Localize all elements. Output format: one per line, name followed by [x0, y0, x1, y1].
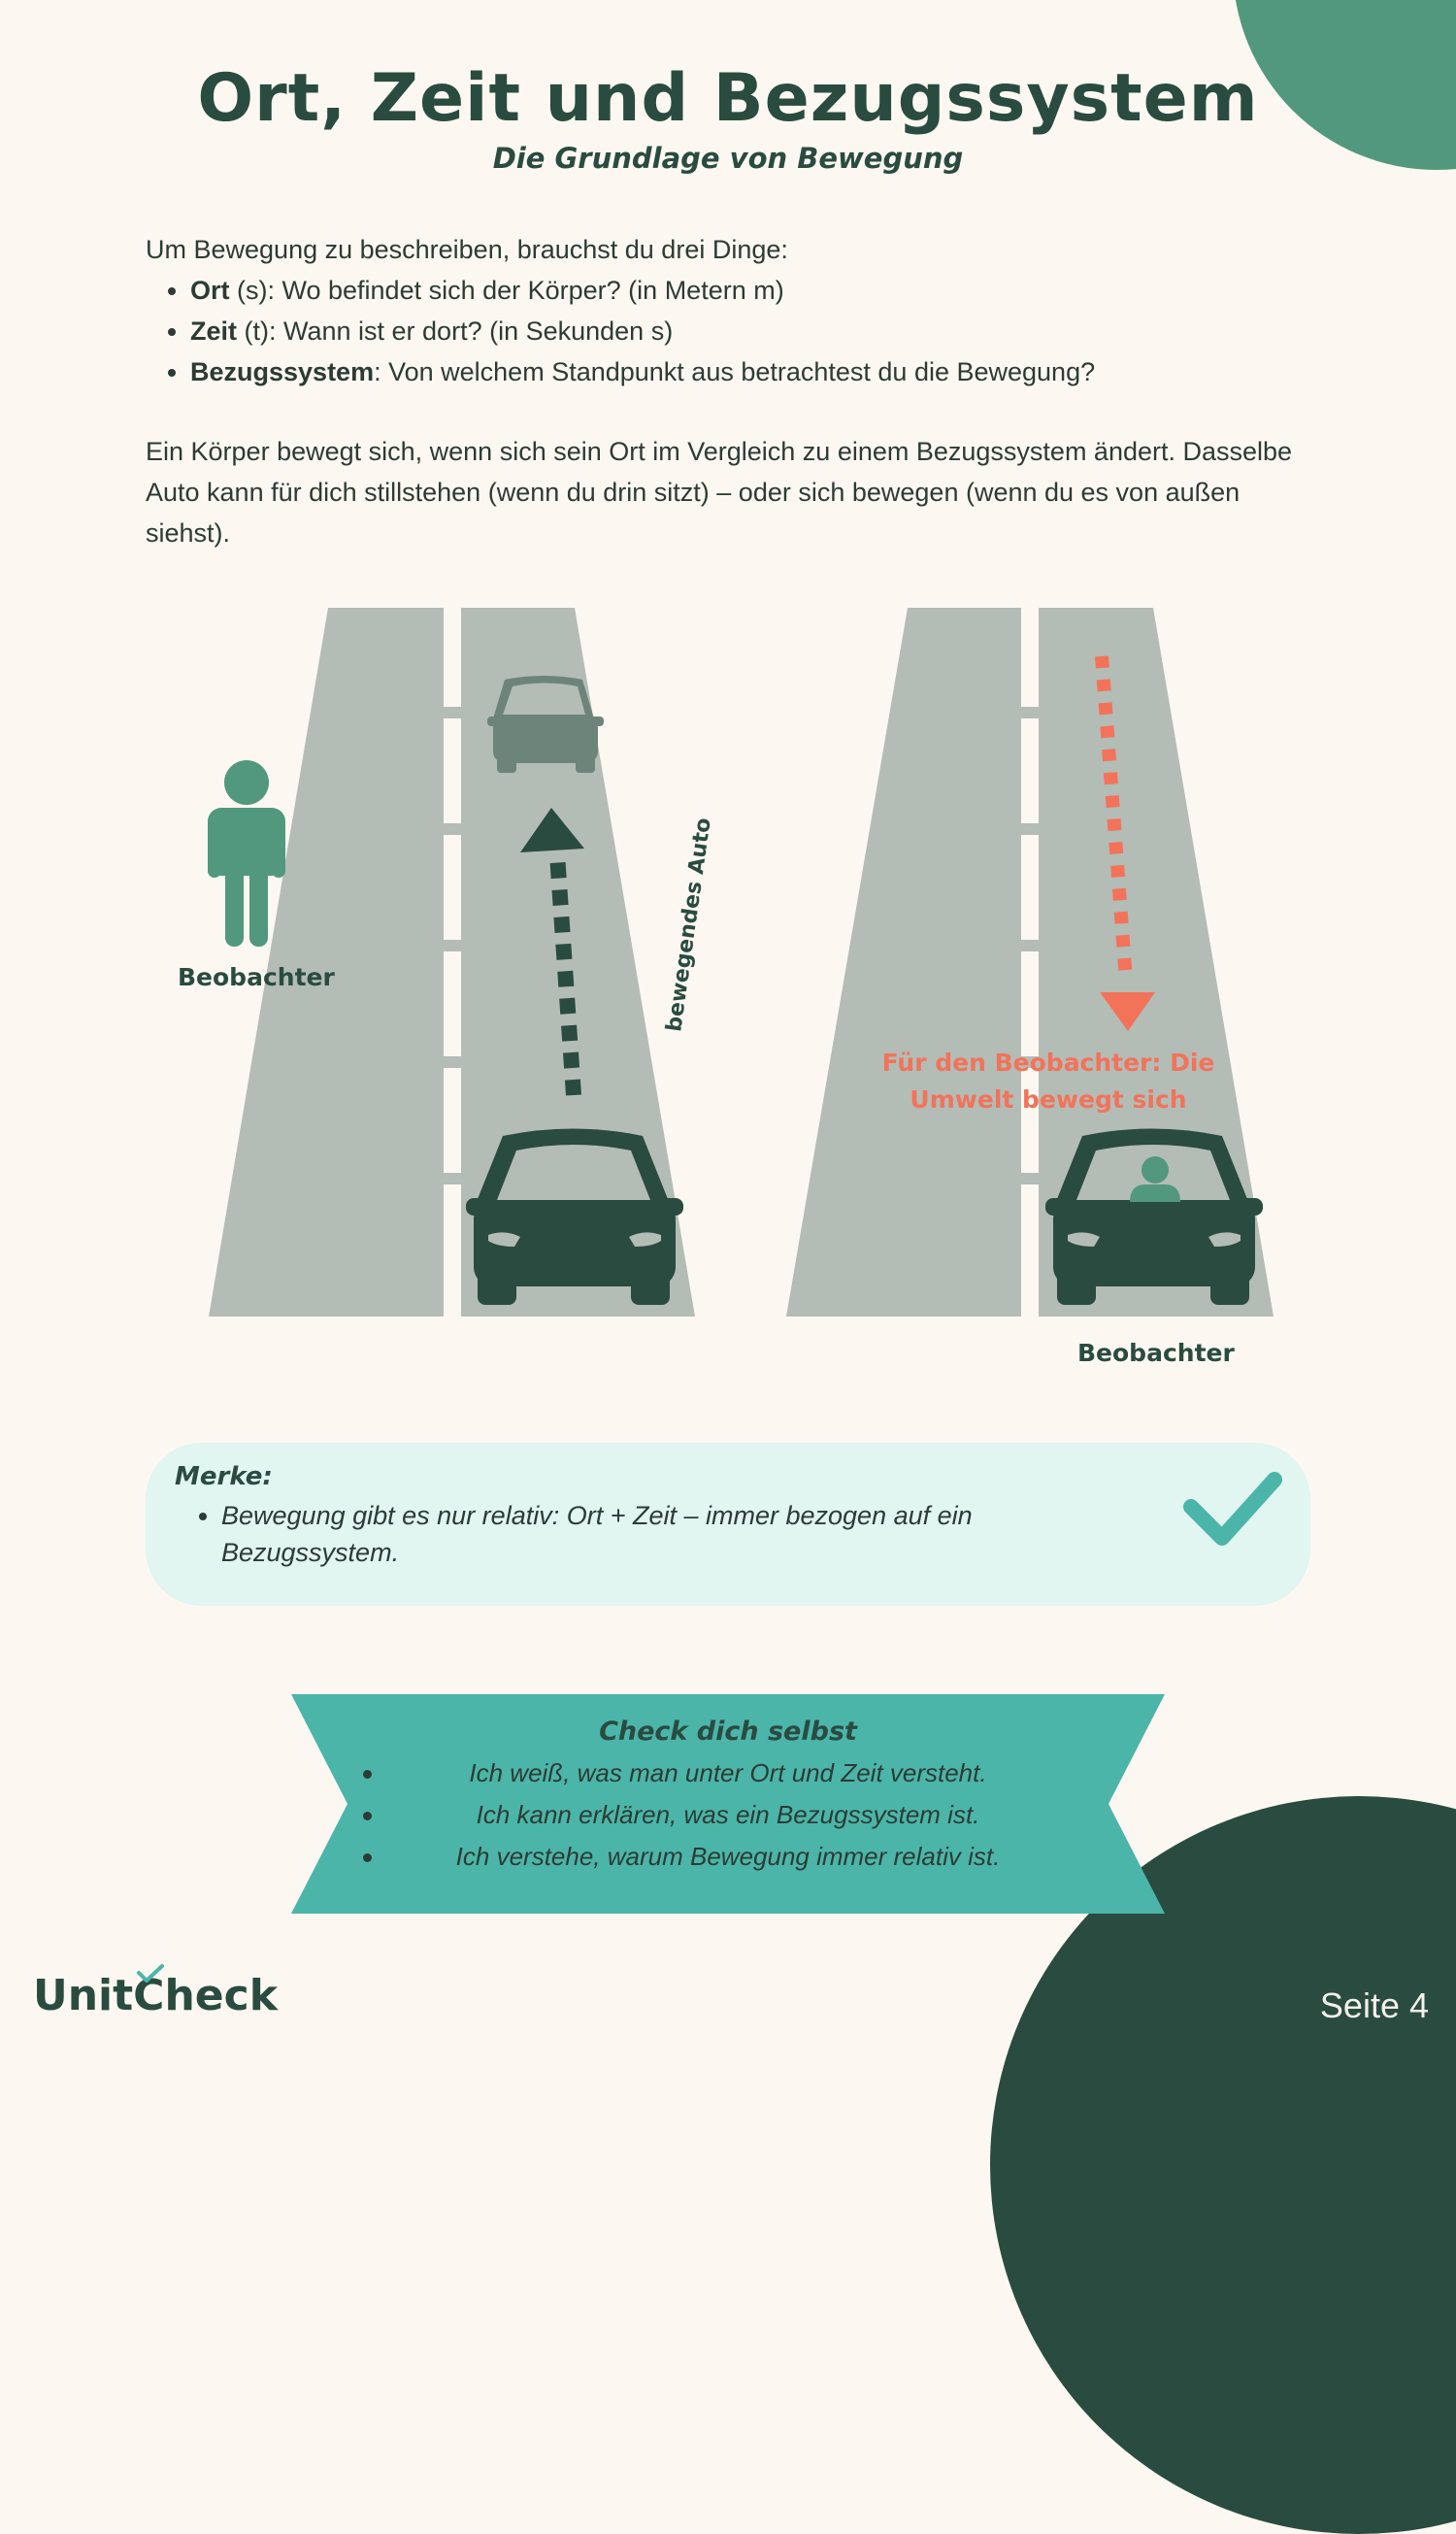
logo-checkmark-icon: [136, 1963, 165, 1984]
merke-list: [175, 1497, 1095, 1571]
observer-label-right: Beobachter: [1077, 1339, 1235, 1367]
selfcheck-title: Check dich selbst: [599, 1717, 857, 1747]
merke-item: • Bewegung gibt es nur relativ: Ort + Zeit – immer bezogen auf ein Bezugssystem.: [221, 1497, 1095, 1571]
selfcheck-item-text: Ich verstehe, warum Bewegung immer relativ ist.: [455, 1842, 1001, 1871]
bullet-icon: [363, 1853, 372, 1862]
observer-label-left: Beobachter: [178, 963, 335, 991]
selfcheck-item: [291, 1794, 1165, 1836]
bullet-icon: [363, 1812, 372, 1820]
selfcheck-item-text: Ich kann erklären, was ein Bezugssystem ist.: [476, 1800, 980, 1829]
selfcheck-list: [291, 1752, 1165, 1878]
intro-paragraph: Ein Körper bewegt sich, wenn sich sein Ort im Vergleich zu einem Bezugssystem ändert. Dasselbe Auto kann für dich stillstehen (wenn du drin sitzt) – oder sich bewegen (wenn du es von außen siehst).: [146, 437, 1293, 548]
checkmark-icon: [1179, 1464, 1286, 1551]
intro-text: (s): Wo befindet sich der Körper? (in Metern m): [229, 276, 784, 305]
page-title: Ort, Zeit und Bezugssystem: [197, 60, 1259, 137]
merke-title: Merke:: [175, 1462, 273, 1491]
page-number: Seite 4: [1319, 1985, 1429, 2025]
logo-part-check: Check: [133, 1971, 278, 2020]
intro-text: (t): Wann ist er dort? (in Sekunden s): [237, 317, 674, 346]
intro-text: : Von welchem Standpunkt aus betrachtest du die Bewegung?: [374, 357, 1096, 386]
intro-term: Ort: [190, 276, 230, 305]
moving-car-label: bewegendes Auto: [662, 816, 716, 1034]
intro-term: Bezugssystem: [190, 357, 375, 386]
logo-part-unit: Unit: [33, 1971, 134, 2020]
observer-note: Für den Beobachter: Die Umwelt bewegt sich: [881, 1049, 1215, 1114]
intro-term: Zeit: [190, 317, 238, 346]
selfcheck-item: [291, 1752, 1165, 1794]
selfcheck-item: [291, 1836, 1165, 1878]
person-icon: [208, 760, 285, 947]
page-subtitle: Die Grundlage von Bewegung: [492, 142, 964, 175]
bullet-icon: [363, 1770, 372, 1779]
intro-lead: Um Bewegung zu beschreiben, brauchst du drei Dinge:: [146, 235, 788, 264]
selfcheck-item-text: Ich weiß, was man unter Ort und Zeit versteht.: [469, 1758, 987, 1787]
merke-box: [146, 1443, 1310, 1606]
selfcheck-section: [291, 1717, 1165, 1878]
